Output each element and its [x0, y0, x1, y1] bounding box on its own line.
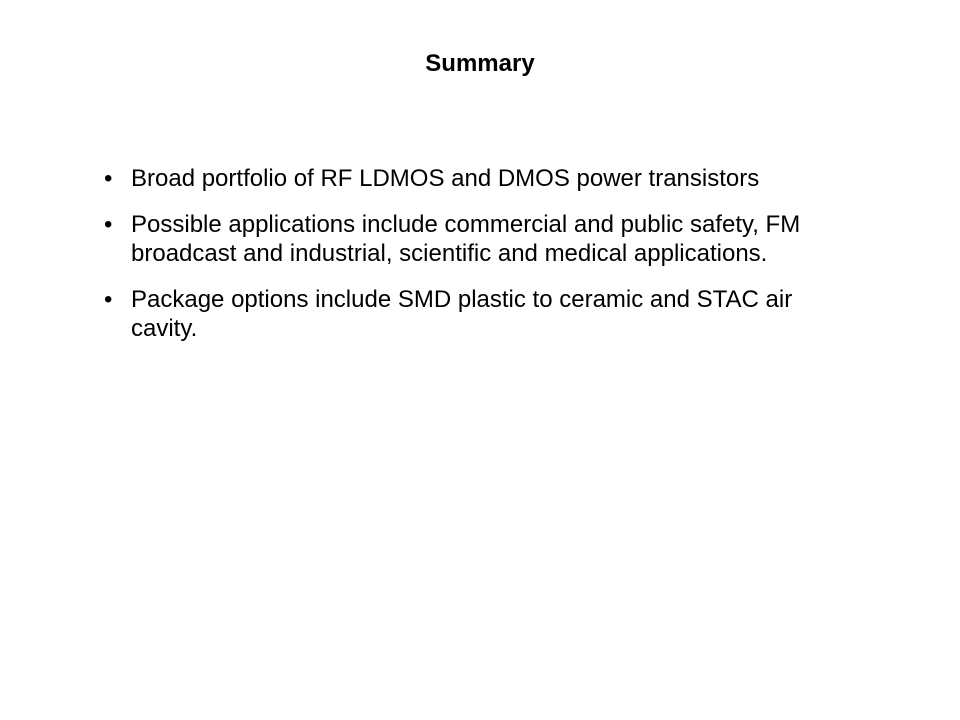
bullet-marker: • [104, 165, 113, 192]
bullet-item [104, 210, 864, 268]
slide-title: Summary [425, 50, 535, 77]
bullet-text: Possible applications include commercial and public safety, FM broadcast and industrial, scientific and medical applications. [131, 211, 801, 267]
bullet-list [104, 164, 864, 360]
bullet-marker: • [104, 286, 113, 313]
bullet-text: Broad portfolio of RF LDMOS and DMOS power transistors [131, 165, 760, 192]
bullet-item [104, 285, 864, 343]
bullet-text: Package options include SMD plastic to ceramic and STAC air cavity. [131, 286, 793, 342]
bullet-item [104, 164, 864, 193]
bullet-marker: • [104, 211, 113, 238]
